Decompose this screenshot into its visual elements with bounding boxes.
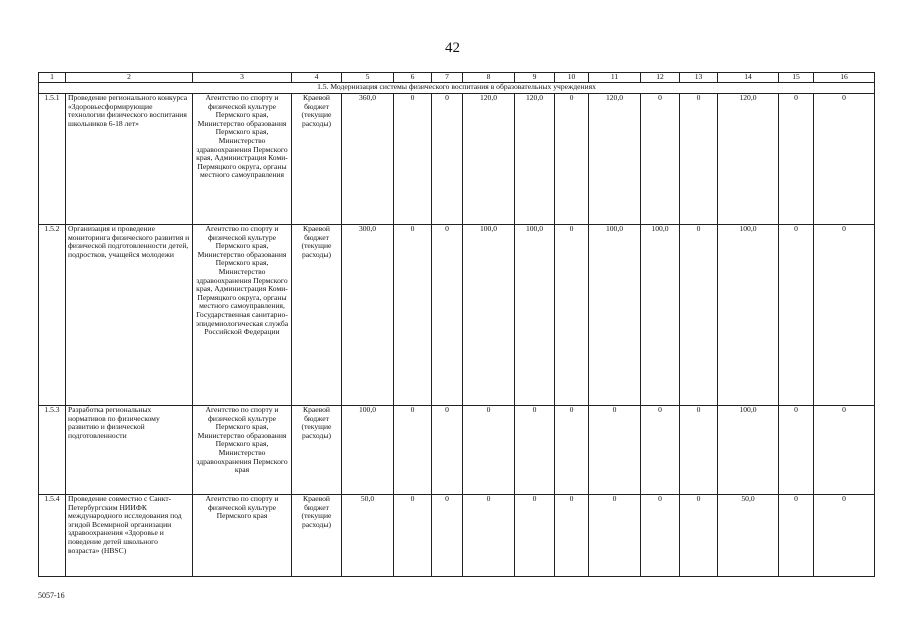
funding-value: 0	[432, 94, 463, 225]
column-header: 13	[680, 73, 718, 83]
funding-value: 0	[432, 225, 463, 406]
executor: Агентство по спорту и физической культуре Пермского края	[193, 495, 292, 577]
funding-value: 0	[394, 406, 432, 495]
funding-value: 0	[814, 406, 875, 495]
activity-name: Проведение совместно с Санкт-Петербургским НИИФК международного исследования под эгидой Всемирной организации здравоохранения «Здоровье и поведение детей школьного возраста» (HBSC)	[66, 495, 193, 577]
funding-value: 0	[394, 225, 432, 406]
funding-value: 0	[779, 406, 814, 495]
activity-name: Организация и проведение мониторинга физического развития и физической подготовленности детей, подростков, учащейся молодежи	[66, 225, 193, 406]
funding-value: 0	[641, 406, 680, 495]
funding-value: 120,0	[718, 94, 779, 225]
funding-value: 0	[641, 94, 680, 225]
funding-value: 0	[779, 225, 814, 406]
column-header: 5	[342, 73, 394, 83]
funding-value: 0	[463, 495, 515, 577]
funding-value: 100,0	[641, 225, 680, 406]
column-header: 14	[718, 73, 779, 83]
funding-value: 50,0	[718, 495, 779, 577]
funding-value: 0	[463, 406, 515, 495]
row-number: 1.5.1	[39, 94, 66, 225]
executor: Агентство по спорту и физической культуре Пермского края, Министерство образования Пермского края, Министерство здравоохранения Пермского края	[193, 406, 292, 495]
row-number: 1.5.2	[39, 225, 66, 406]
funding-source: Краевой бюджет (текущие расходы)	[292, 94, 342, 225]
column-header: 7	[432, 73, 463, 83]
funding-value: 300,0	[342, 225, 394, 406]
funding-source: Краевой бюджет (текущие расходы)	[292, 495, 342, 577]
column-header: 9	[515, 73, 555, 83]
funding-value: 0	[432, 406, 463, 495]
funding-value: 0	[814, 495, 875, 577]
funding-value: 0	[555, 94, 589, 225]
funding-value: 0	[515, 495, 555, 577]
row-number: 1.5.3	[39, 406, 66, 495]
page-number: 42	[445, 40, 460, 56]
funding-value: 100,0	[342, 406, 394, 495]
column-header: 15	[779, 73, 814, 83]
header-row	[39, 73, 875, 83]
funding-value: 0	[680, 406, 718, 495]
table-row	[39, 406, 875, 495]
column-header: 8	[463, 73, 515, 83]
column-header: 16	[814, 73, 875, 83]
funding-value: 0	[641, 495, 680, 577]
column-header: 12	[641, 73, 680, 83]
funding-value: 120,0	[463, 94, 515, 225]
funding-value: 0	[680, 94, 718, 225]
funding-value: 0	[814, 225, 875, 406]
funding-value: 0	[555, 406, 589, 495]
funding-value: 120,0	[515, 94, 555, 225]
column-header: 10	[555, 73, 589, 83]
column-header: 3	[193, 73, 292, 83]
table-row	[39, 495, 875, 577]
funding-value: 0	[589, 406, 641, 495]
funding-value: 100,0	[515, 225, 555, 406]
table-row	[39, 94, 875, 225]
executor: Агентство по спорту и физической культуре Пермского края, Министерство образования Пермского края, Министерство здравоохранения Пермского края, Администрация Коми-Пермяцкого округа, органы местного самоуправления	[193, 94, 292, 225]
funding-value: 100,0	[463, 225, 515, 406]
column-header: 6	[394, 73, 432, 83]
funding-value: 0	[814, 94, 875, 225]
funding-value: 50,0	[342, 495, 394, 577]
funding-value: 0	[555, 495, 589, 577]
section-row	[39, 83, 875, 94]
funding-value: 100,0	[718, 406, 779, 495]
funding-value: 0	[680, 225, 718, 406]
program-table	[38, 72, 875, 577]
funding-value: 0	[394, 495, 432, 577]
activity-name: Проведение регионального конкурса «Здоровьесформирующие технологии физического воспитания школьников 6-18 лет»	[66, 94, 193, 225]
funding-value: 100,0	[589, 225, 641, 406]
column-header: 1	[39, 73, 66, 83]
funding-value: 0	[589, 495, 641, 577]
funding-value: 100,0	[718, 225, 779, 406]
funding-value: 0	[555, 225, 589, 406]
funding-value: 0	[680, 495, 718, 577]
funding-value: 0	[394, 94, 432, 225]
funding-value: 0	[779, 495, 814, 577]
activity-name: Разработка региональных нормативов по физическому развитию и физической подготовленности	[66, 406, 193, 495]
funding-source: Краевой бюджет (текущие расходы)	[292, 225, 342, 406]
executor: Агентство по спорту и физической культуре Пермского края, Министерство образования Пермского края, Министерство здравоохранения Пермского края, Администрация Коми-Пермяцкого округа, органы местного самоуправления, Государственная санитарно-эпидемиологическая служба Российской Федерации	[193, 225, 292, 406]
table-row	[39, 225, 875, 406]
funding-value: 0	[779, 94, 814, 225]
column-header: 4	[292, 73, 342, 83]
funding-value: 120,0	[589, 94, 641, 225]
footer-code: 5057-16	[38, 591, 65, 600]
column-header: 2	[66, 73, 193, 83]
funding-value: 0	[515, 406, 555, 495]
row-number: 1.5.4	[39, 495, 66, 577]
funding-source: Краевой бюджет (текущие расходы)	[292, 406, 342, 495]
section-title: 1.5. Модернизация системы физического воспитания в образовательных учреждениях	[39, 83, 875, 94]
funding-value: 0	[432, 495, 463, 577]
column-header: 11	[589, 73, 641, 83]
funding-value: 360,0	[342, 94, 394, 225]
